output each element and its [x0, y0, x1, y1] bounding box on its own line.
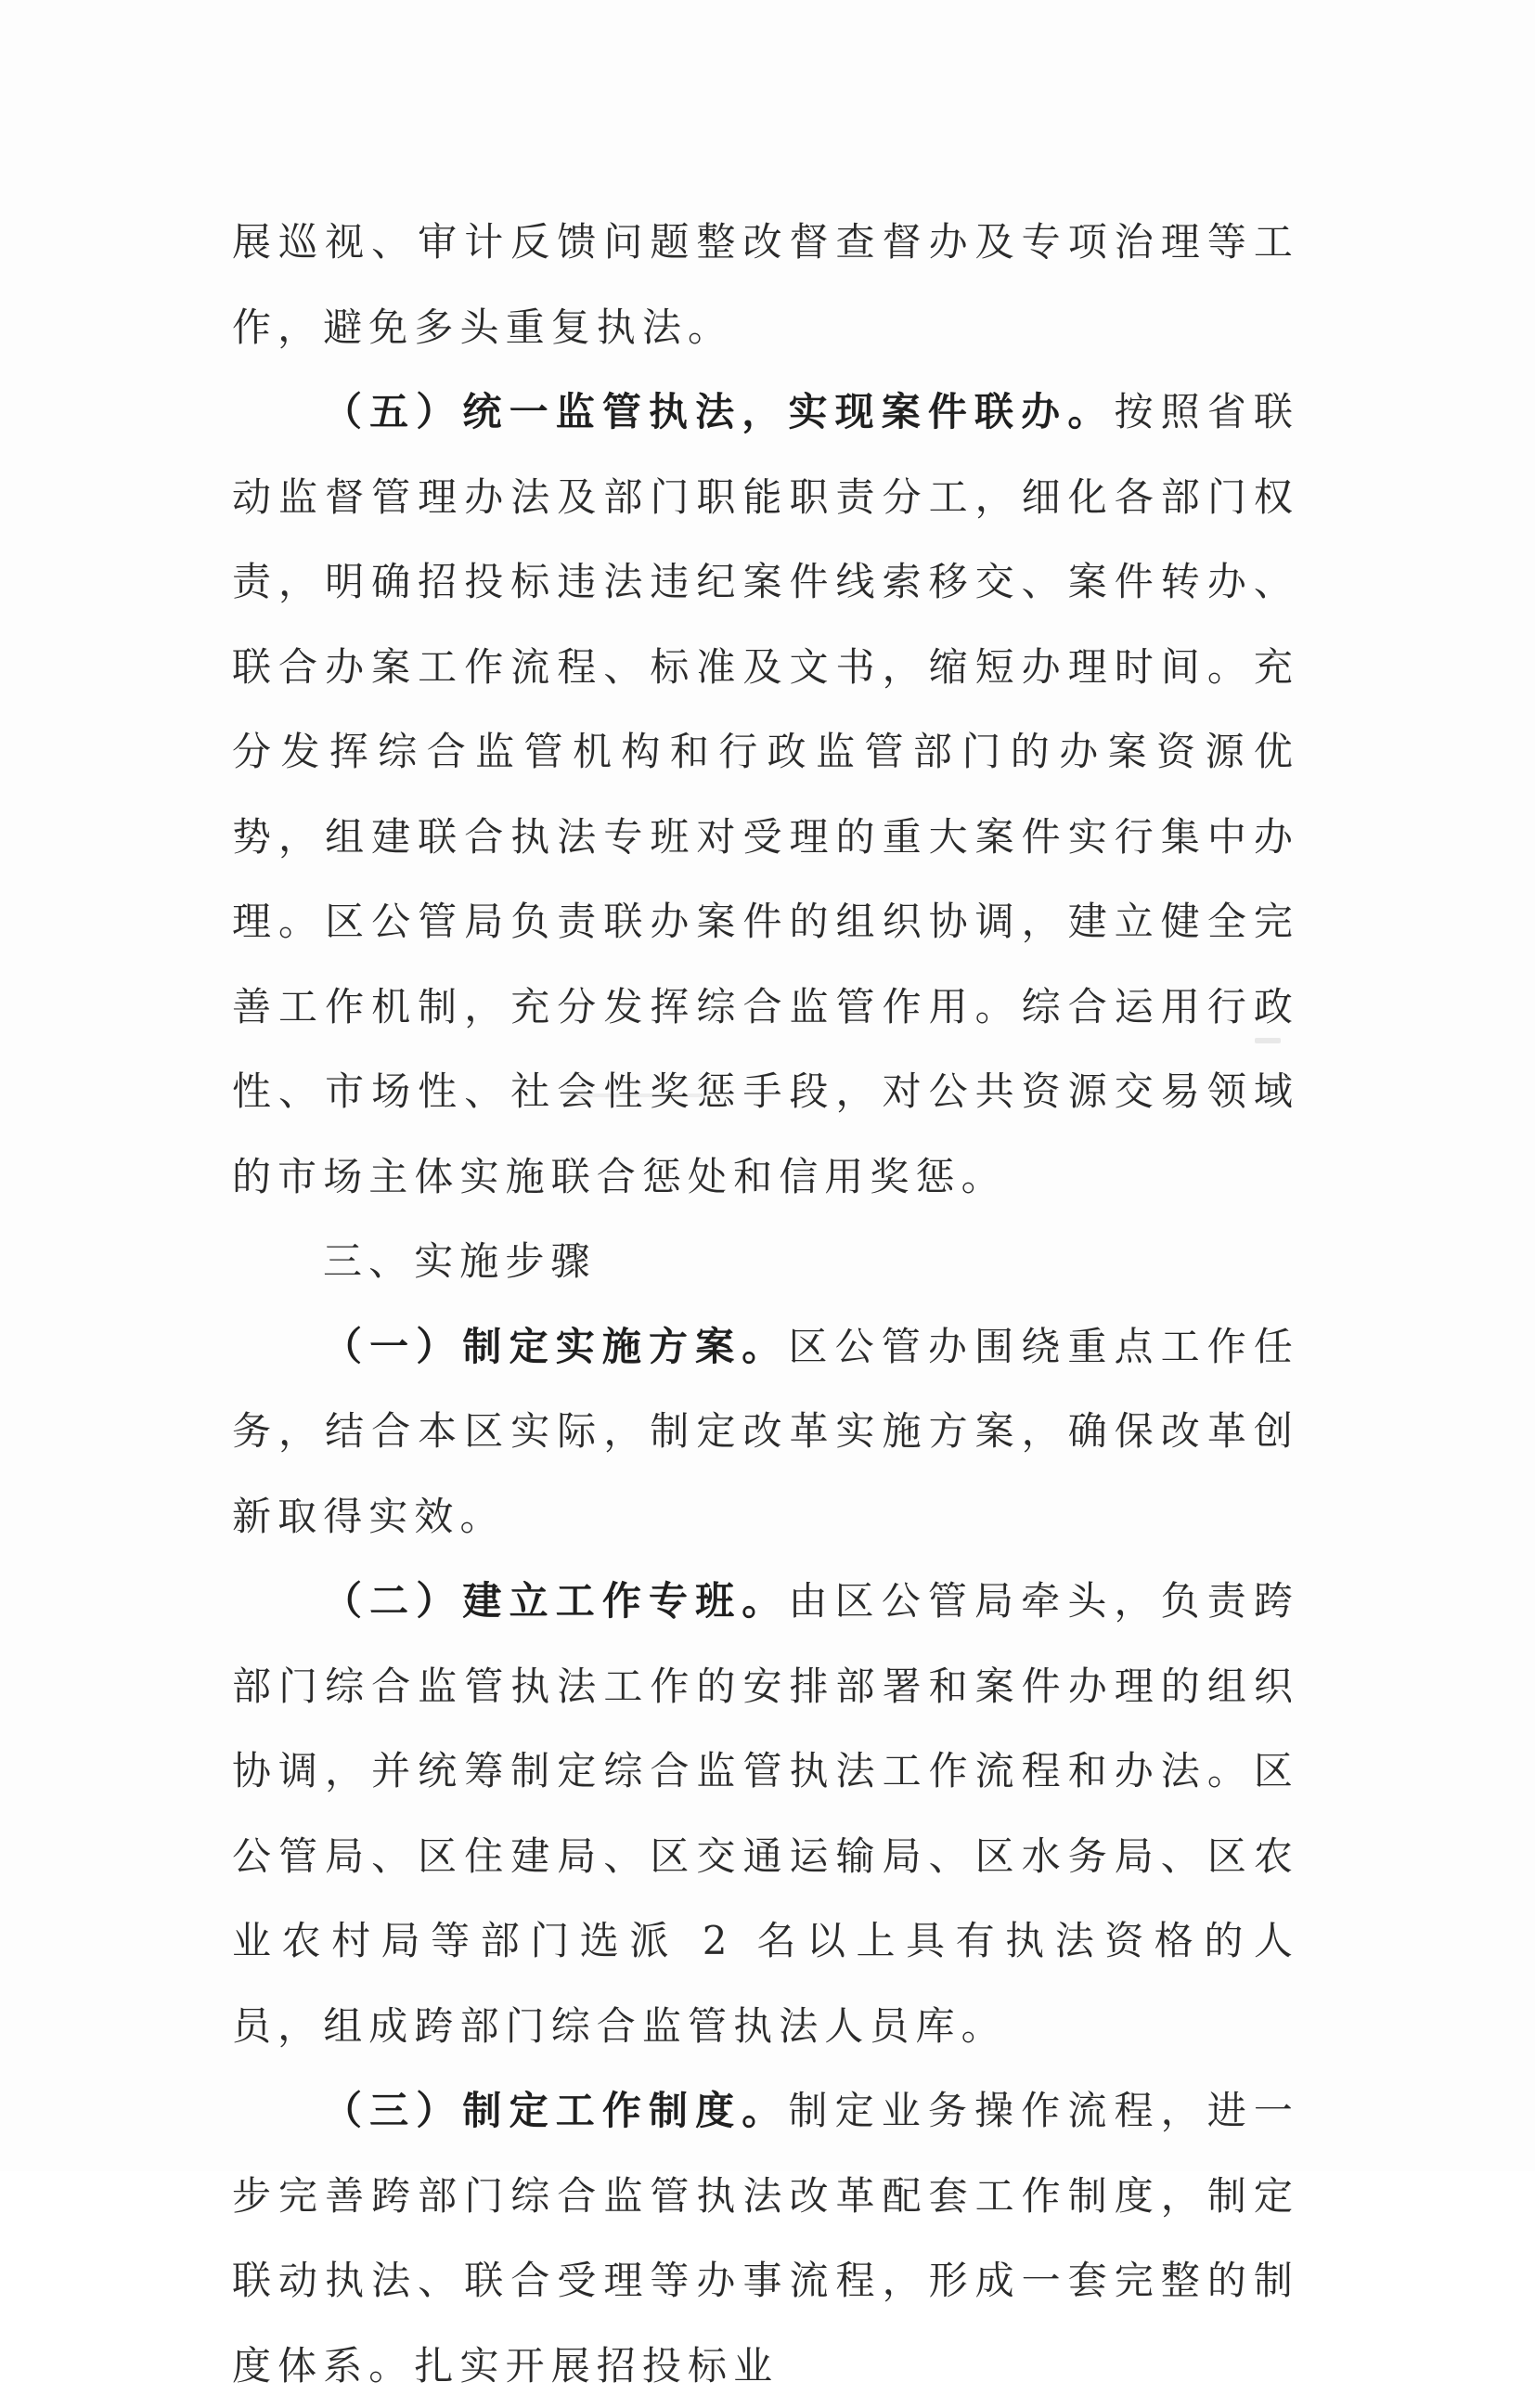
- item-heading: （一）制定实施方案。: [323, 1323, 789, 1369]
- item-heading: （二）建立工作专班。: [323, 1578, 789, 1624]
- paragraph-text: 区公管办围绕重点工作任务，结合本区实际，制定改革实施方案，确保改革创新取得实效。: [232, 1323, 1299, 1539]
- document-body: [232, 200, 1299, 2408]
- paragraph-text: 按照省联动监督管理办法及部门职能职责分工，细化各部门权责，明确招投标违法违纪案件线索移交、案件转办、联合办案工作流程、标准及文书，缩短办理时间。充分发挥综合监管机构和行政监管部门的办案资源优势，组建联合执法专班对受理的重大案件实行集中办理。区公管局负责联办案件的组织协调，建立健全完善工作机制，充分发挥综合监管作用。综合运用行政性、市场性、社会性奖惩手段，对公共资源交易领域的市场主体实施联合惩处和信用奖惩。: [232, 389, 1300, 1199]
- paragraph-text: 展巡视、审计反馈问题整改督查督办及专项治理等工作，避免多头重复执法。: [232, 219, 1299, 350]
- paragraph-text: 由区公管局牵头，负责跨部门综合监管执法工作的安排部署和案件办理的组织协调，并统筹制定综合监管执法工作流程和办法。区公管局、区住建局、区交通运输局、区水务局、区农业农村局等部门选派 2 名以上具有执法资格的人员，组成跨部门综合监管执法人员库。: [232, 1578, 1299, 2049]
- section-title: 三、实施步骤: [323, 1238, 597, 1284]
- paragraph-item-5: [232, 369, 1299, 1219]
- paragraph-text: 制定业务操作流程，进一步完善跨部门综合监管执法改革配套工作制度，制定联动执法、联合受理等办事流程，形成一套完整的制度体系。扎实开展招投标业: [232, 2088, 1299, 2389]
- paragraph-step-3: [232, 2068, 1299, 2408]
- item-heading: （三）制定工作制度。: [323, 2088, 789, 2133]
- paragraph-step-1: [232, 1304, 1299, 1560]
- paragraph-step-2: [232, 1559, 1299, 2068]
- paragraph-continuation: [232, 200, 1299, 369]
- item-heading: （五）统一监管执法，实现案件联办。: [323, 389, 1115, 434]
- section-heading: [232, 1219, 1299, 1304]
